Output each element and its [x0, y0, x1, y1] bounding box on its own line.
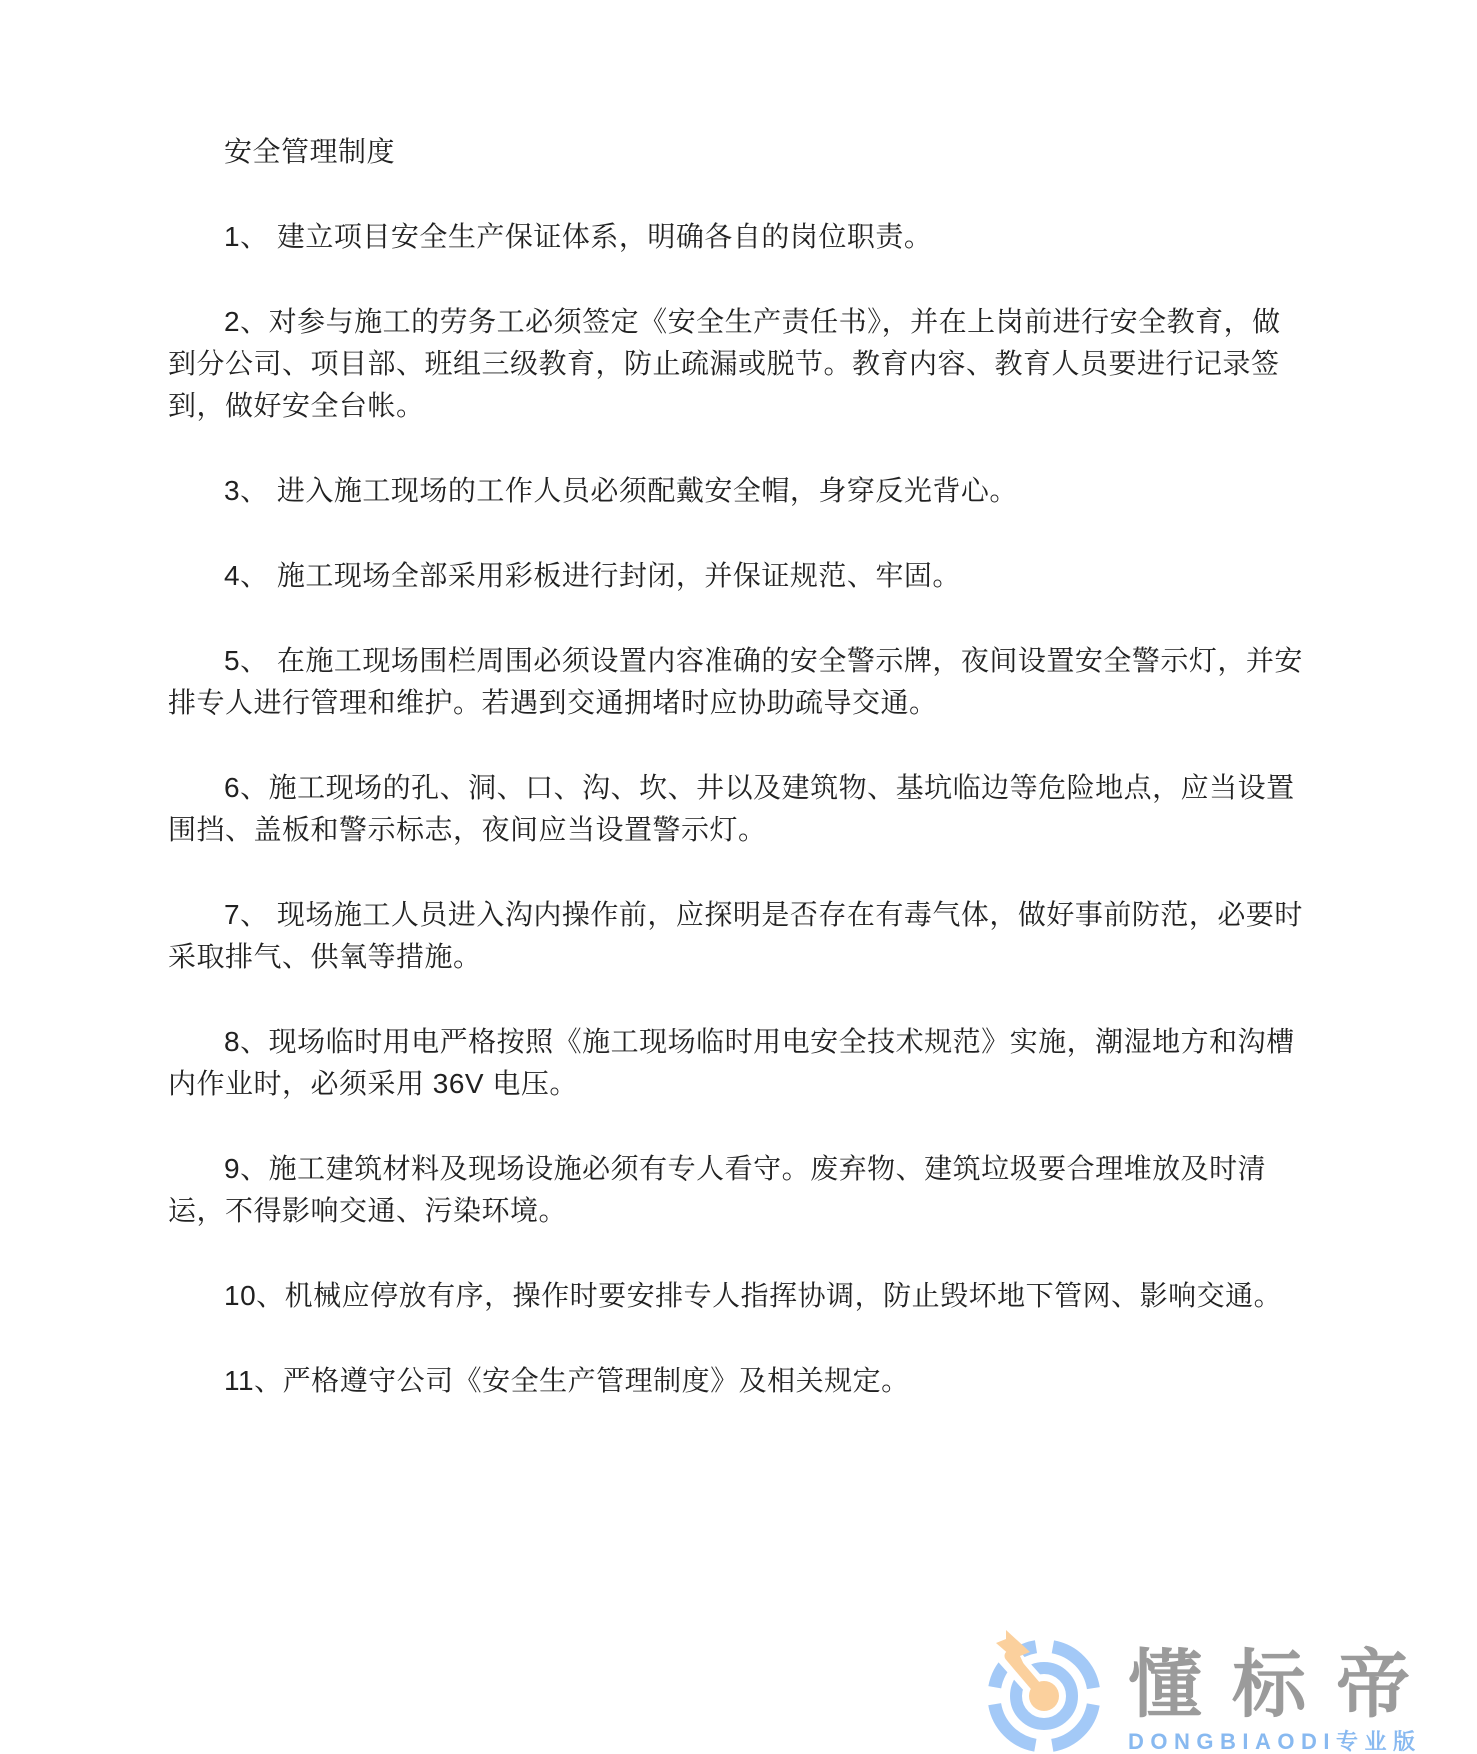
regulation-item-5: 5、 在施工现场围栏周围必须设置内容准确的安全警示牌，夜间设置安全警示灯，并安排专人进行管理和维护。若遇到交通拥堵时应协助疏导交通。 [168, 645, 1303, 718]
regulation-item-3: 3、 进入施工现场的工作人员必须配戴安全帽，身穿反光背心。 [224, 475, 1018, 506]
document-title: 安全管理制度 [224, 136, 396, 167]
regulation-item-11: 11、严格遵守公司《安全生产管理制度》及相关规定。 [224, 1365, 910, 1396]
regulation-item-6: 6、施工现场的孔、洞、口、沟、坎、井以及建筑物、基坑临边等危险地点，应当设置围挡、盖板和警示标志，夜间应当设置警示灯。 [168, 772, 1295, 845]
regulation-item-8: 8、现场临时用电严格按照《施工现场临时用电安全技术规范》实施，潮湿地方和沟槽内作业时，必须采用 36V 电压。 [168, 1026, 1295, 1099]
brand-text-block [1128, 1643, 1440, 1754]
regulation-item-10: 10、机械应停放有序，操作时要安排专人指挥协调，防止毁坏地下管网、影响交通。 [224, 1280, 1283, 1311]
brand-name: 懂标帝 [1128, 1643, 1440, 1726]
regulation-item-1: 1、 建立项目安全生产保证体系，明确各自的岗位职责。 [224, 221, 933, 252]
document-body [168, 131, 1309, 1402]
regulation-item-4: 4、 施工现场全部采用彩板进行封闭，并保证规范、牢固。 [224, 560, 961, 591]
regulation-item-7: 7、 现场施工人员进入沟内操作前，应探明是否存在有毒气体，做好事前防范，必要时采取排气、供氧等措施。 [168, 899, 1303, 972]
regulation-item-9: 9、施工建筑材料及现场设施必须有专人看守。废弃物、建筑垃圾要合理堆放及时清运，不得影响交通、污染环境。 [168, 1153, 1267, 1226]
watermark [984, 1628, 1440, 1754]
regulation-item-2: 2、对参与施工的劳务工必须签定《安全生产责任书》，并在上岗前进行安全教育，做到分公司、项目部、班组三级教育，防止疏漏或脱节。教育内容、教育人员要进行记录签到，做好安全台帐。 [168, 306, 1281, 421]
brand-subtitle: DONGBIAODI专业版 [1128, 1729, 1422, 1754]
target-arrow-logo-icon [984, 1628, 1104, 1754]
